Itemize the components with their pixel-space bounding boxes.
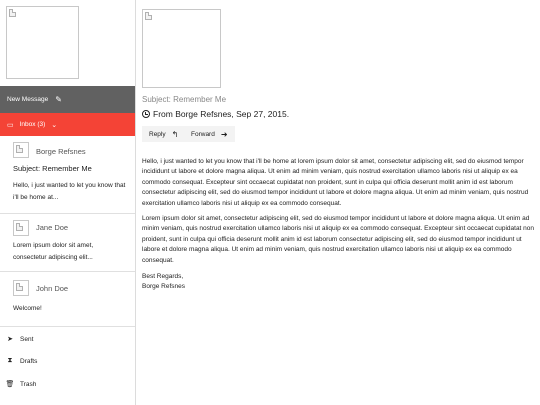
- broken-image-icon: [16, 145, 23, 153]
- email-body: [142, 157, 538, 293]
- avatar: [13, 280, 29, 296]
- sidebar-item-label: Drafts: [20, 357, 38, 365]
- sender-image: [142, 9, 221, 88]
- broken-image-icon: [16, 223, 23, 231]
- sidebar-item-drafts[interactable]: [0, 350, 135, 372]
- profile-image: [6, 6, 79, 79]
- broken-image-icon: [145, 12, 152, 20]
- sidebar-item-sent[interactable]: [0, 328, 135, 350]
- new-message-button[interactable]: [0, 86, 135, 113]
- email-paragraph: Lorem ipsum dolor sit amet, consectetur adipiscing elit, sed do eiusmod tempor incididunt ut labore et dolore magna aliqua. Ut enim ad minim veniam, quis nostrud exercitation ullamco laboris nisi ut aliquip ex ea commodo consequat. Excepteur sint occaecat cupidatat non proident, sunt in culpa qui officia deserunt mollit anim id est laborum consectetur adipiscing elit, sed do eiusmod tempor incididunt ut labore et dolore magna aliqua. Ut enim ad minim veniam, quis nostrud exercitation ullamco laboris nisi ut aliquip ex ea commodo consequat.: [142, 215, 535, 264]
- email-paragraph: Hello, i just wanted to let you know that i'll be home at lorem ipsum dolor sit amet, consectetur adipiscing elit, sed do eiusmod tempor incididunt ut labore et dolore magna aliqua. Ut enim ad minim veniam, quis nostrud exercitation ullamco laboris nisi ut aliquip ex ea commodo consequat. Excepteur sint occaecat cupidatat non proident, sunt in culpa qui officia deserunt mollit anim id est laborum consectetur adipiscing elit, sed do eiusmod tempor incididunt ut labore et dolore magna aliqua. Ut enim ad minim veniam, quis nostrud exercitation ullamco laboris nisi ut aliquip ex ea commodo consequat.: [142, 158, 529, 207]
- chevron-down-icon: ⌄: [51, 121, 58, 129]
- reply-button[interactable]: [142, 126, 185, 142]
- email-signoff: Best Regards,: [142, 273, 184, 281]
- inbox-label: Inbox (3): [19, 121, 46, 128]
- clock-icon: [142, 110, 150, 118]
- inbox-icon: ▭: [7, 121, 14, 129]
- message-preview: Lorem ipsum dolor sit amet, consectetur adipiscing elit...: [13, 242, 94, 261]
- email-subject: Subject: Remember Me: [142, 95, 227, 104]
- message-item-jane[interactable]: [0, 214, 135, 272]
- reply-label: Reply: [149, 130, 166, 138]
- message-item-borge[interactable]: [0, 136, 135, 214]
- message-sender: Borge Refsnes: [36, 147, 86, 156]
- inbox-toggle[interactable]: [0, 113, 135, 136]
- forward-button[interactable]: [184, 126, 235, 142]
- sidebar-item-trash[interactable]: [0, 373, 135, 395]
- message-item-john[interactable]: [0, 272, 135, 327]
- pencil-icon: ✎: [55, 95, 62, 104]
- avatar: [13, 220, 29, 236]
- sidebar-item-label: Trash: [20, 380, 37, 388]
- message-sender: John Doe: [36, 284, 69, 293]
- email-from-text: From Borge Refsnes, Sep 27, 2015.: [153, 109, 290, 119]
- sidebar-item-label: Sent: [20, 335, 34, 343]
- trash-icon: 🗑: [5, 381, 15, 388]
- message-sender: Jane Doe: [36, 223, 69, 232]
- broken-image-icon: [16, 283, 23, 291]
- email-from-line: [142, 109, 289, 119]
- email-signature: Borge Refsnes: [142, 283, 185, 291]
- message-preview: Hello, i just wanted to let you know that i'll be home at...: [13, 182, 126, 201]
- email-view: [136, 0, 540, 405]
- avatar: [13, 142, 29, 158]
- paper-plane-icon: ➤: [7, 336, 13, 343]
- broken-image-icon: [9, 9, 16, 17]
- arrow-right-icon: ➜: [220, 129, 228, 139]
- new-message-label: New Message: [7, 96, 49, 103]
- forward-label: Forward: [191, 130, 215, 138]
- message-subject: Subject: Remember Me: [13, 164, 92, 173]
- sidebar: [0, 0, 136, 405]
- message-preview: Welcome!: [13, 305, 42, 312]
- reply-icon: ↰: [171, 129, 179, 139]
- hourglass-icon: ⧗: [7, 357, 13, 364]
